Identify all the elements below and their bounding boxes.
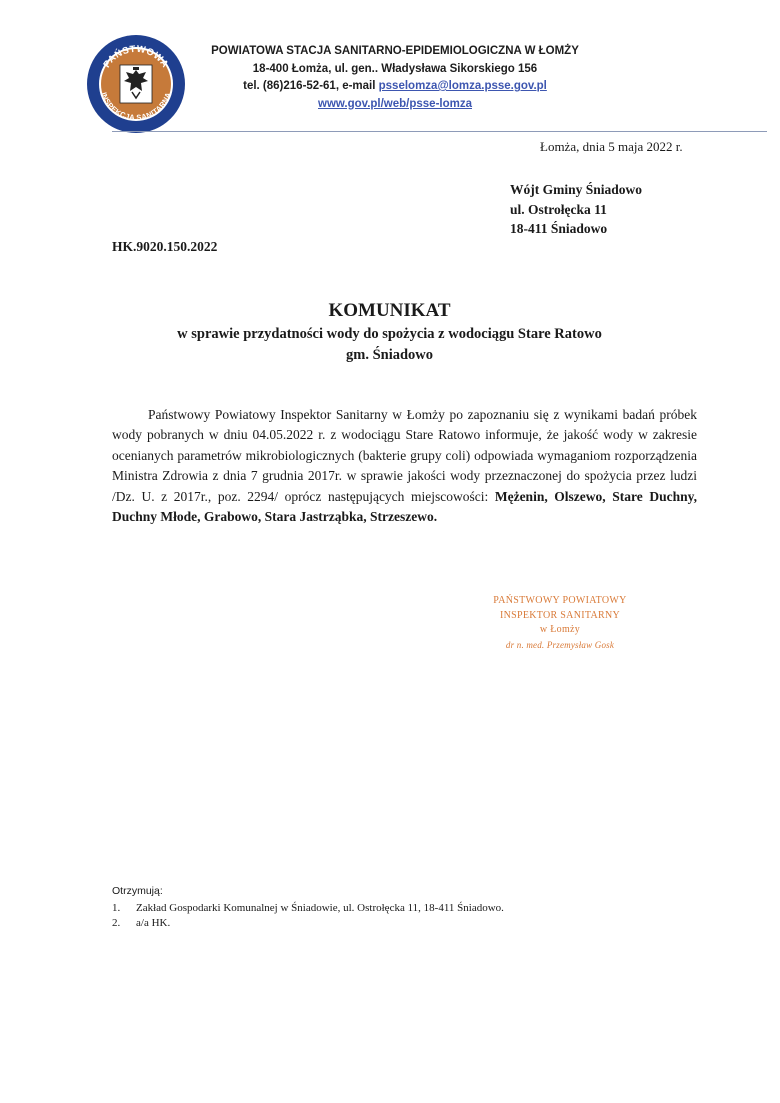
- org-contact: [200, 78, 590, 96]
- logo-top-text: PAŃSTWOWA: [101, 43, 171, 70]
- recipient-block: [510, 180, 642, 239]
- signature-stamp: [455, 594, 665, 652]
- header-divider: [112, 131, 767, 132]
- eagle-emblem-icon: [120, 65, 152, 103]
- contact-prefix: tel. (86)216-52-61, e-mail: [243, 80, 379, 92]
- body-paragraph: [112, 405, 697, 527]
- body-text: Państwowy Powiatowy Inspektor Sanitarny w Łomży po zapoznaniu się z wynikami badań próbek wody pobranych w dniu 04.05.2022 r. z wodociągu Stare Ratowo informuje, że jakość wody w zakresie ocenianych parametrów mikrobiologicznych (bakterie grupy coli) odpowiada wymaganiom rozporządzenia Ministra Zdrowia z dnia 7 grudnia 2017r. w sprawie jakości wody przeznaczonej do spożycia przez ludzi /Dz. U. z 2017r., poz. 2294/ oprócz następujących miejscowości:: [112, 407, 697, 504]
- recipients-list: [112, 884, 504, 931]
- recipient-line2: ul. Ostrołęcka 11: [510, 201, 607, 217]
- body-localities: Mężenin, Olszewo, Stare Duchny, Duchny Młode, Grabowo, Stara Jastrząbka, Strzeszewo.: [112, 488, 697, 525]
- list-item-text: a/a HK.: [136, 917, 171, 929]
- list-item-text: Zakład Gospodarki Komunalnej w Śniadowie, ul. Ostrołęcka 11, 18-411 Śniadowo.: [136, 902, 504, 914]
- stamp-line2: INSPEKTOR SANITARNY: [499, 609, 620, 621]
- document-title: [112, 298, 667, 365]
- list-item-number: 2.: [112, 917, 121, 929]
- title-sub1: w sprawie przydatności wody do spożycia z wodociągu Stare Ratowo: [177, 326, 602, 342]
- recipient-line1: Wójt Gminy Śniadowo: [510, 182, 643, 197]
- cc-label: Otrzymują:: [112, 885, 163, 897]
- org-address: 18-400 Łomża, ul. gen.. Władysława Sikorskiego 156: [252, 62, 538, 75]
- stamp-signature: dr n. med. Przemysław Gosk: [505, 639, 615, 650]
- website-link[interactable]: www.gov.pl/web/psse-lomza: [318, 97, 472, 110]
- stamp-line1: PAŃSTWOWY POWIATOWY: [493, 595, 627, 606]
- list-item: [112, 916, 504, 931]
- inspection-logo: [86, 34, 186, 134]
- recipient-line3: 18-411 Śniadowo: [510, 221, 608, 236]
- email-link[interactable]: psselomza@lomza.psse.gov.pl: [378, 80, 547, 92]
- list-item-number: 1.: [112, 902, 121, 914]
- logo-bottom-text: INSPEKCJA SANITARNA: [99, 90, 173, 123]
- stamp-line3: w Łomży: [539, 624, 581, 635]
- letterhead: [200, 43, 590, 113]
- org-name: POWIATOWA STACJA SANITARNO-EPIDEMIOLOGICZNA W ŁOMŻY: [211, 45, 579, 57]
- title-main: KOMUNIKAT: [328, 300, 451, 321]
- list-item: [112, 901, 504, 916]
- title-sub2: gm. Śniadowo: [345, 346, 434, 363]
- reference-number: HK.9020.150.2022: [112, 239, 218, 254]
- letter-date: Łomża, dnia 5 maja 2022 r.: [540, 139, 683, 154]
